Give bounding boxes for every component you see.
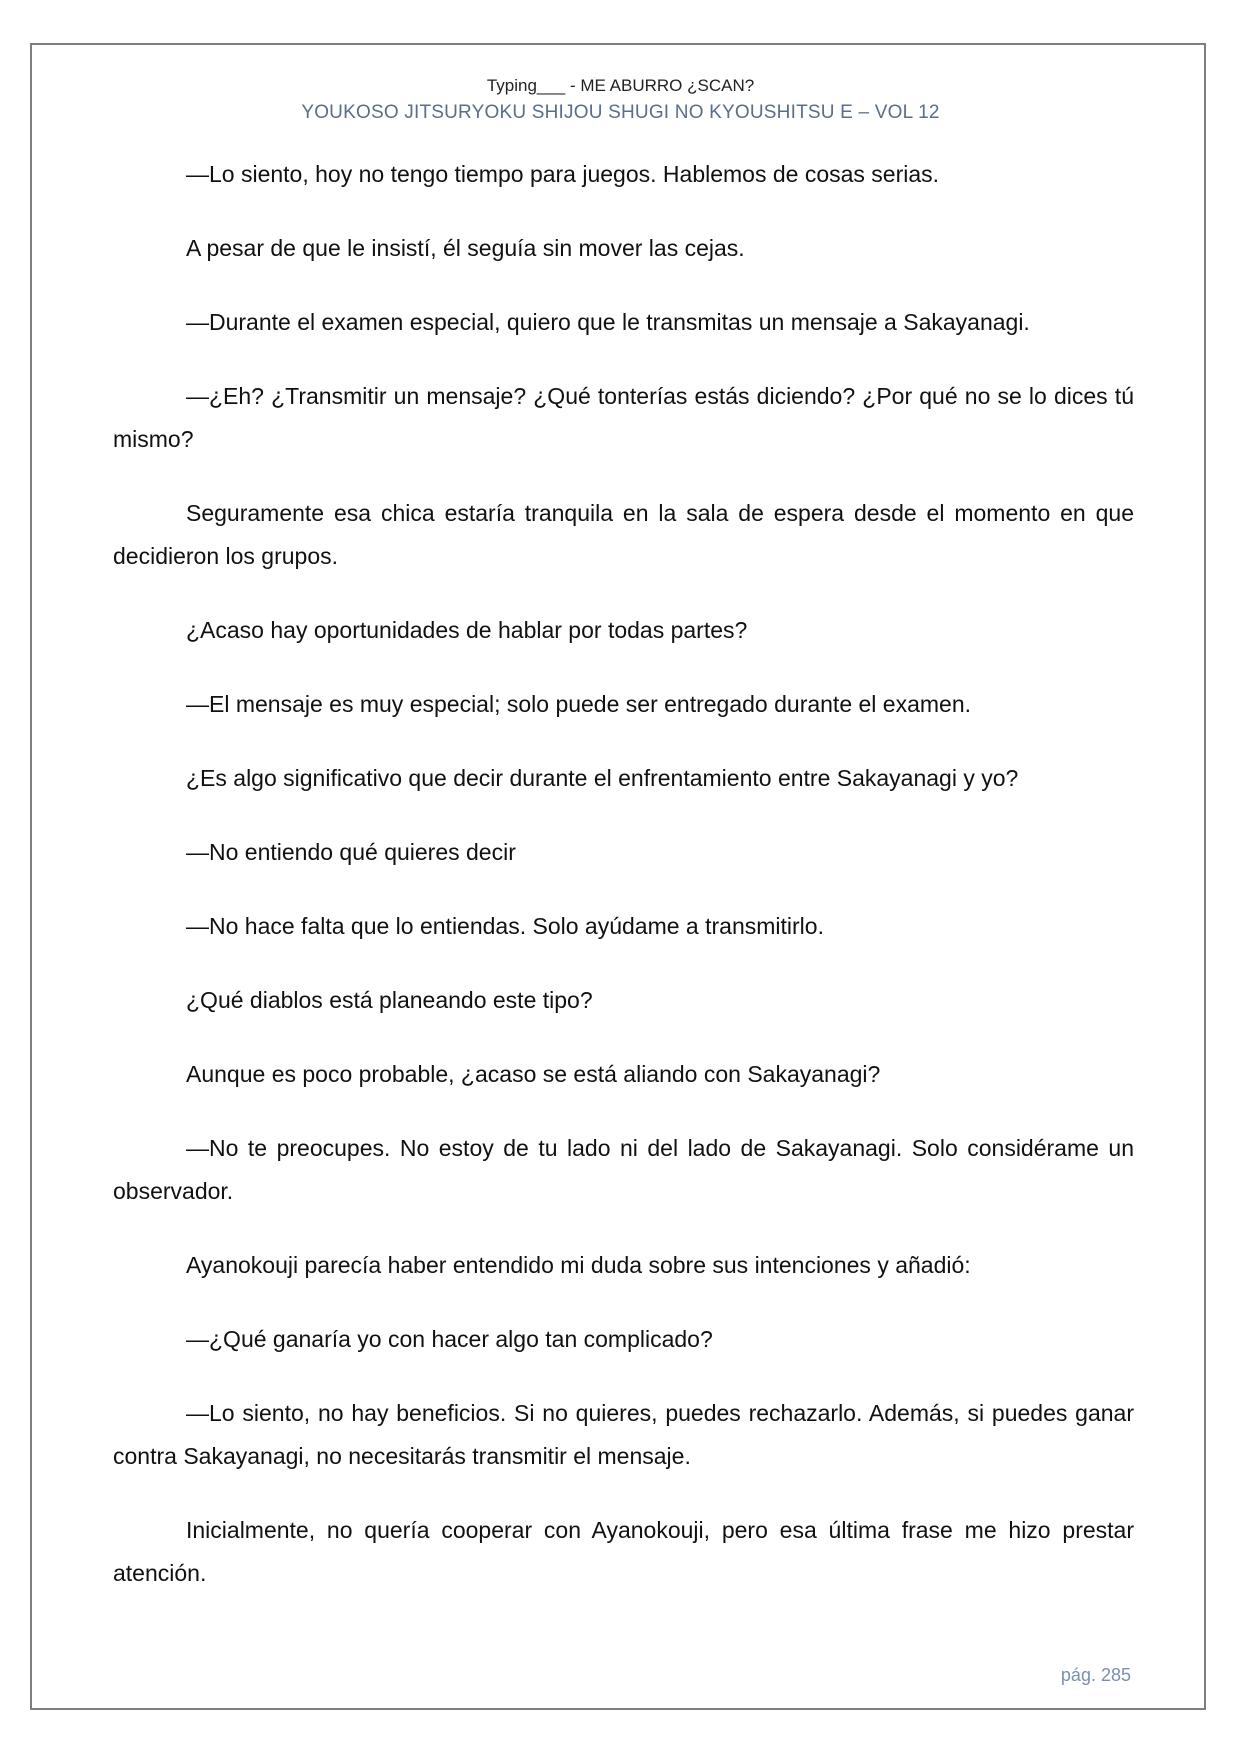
paragraph: —No te preocupes. No estoy de tu lado ni del lado de Sakayanagi. Solo considérame un observador. [113,1135,1134,1204]
paragraph: A pesar de que le insistí, él seguía sin mover las cejas. [186,235,745,261]
paragraph: Seguramente esa chica estaría tranquila en la sala de espera desde el momento en que decidieron los grupos. [113,500,1134,569]
paragraph: —¿Qué ganaría yo con hacer algo tan complicado? [186,1326,713,1352]
paragraph: —¿Eh? ¿Transmitir un mensaje? ¿Qué tonterías estás diciendo? ¿Por qué no se lo dices tú mismo? [113,383,1134,452]
paragraph: —El mensaje es muy especial; solo puede ser entregado durante el examen. [186,691,972,717]
page-number: pág. 285 [1060,1665,1131,1685]
header-scan-group: Typing___ - ME ABURRO ¿SCAN? [486,76,755,95]
paragraph: —Durante el examen especial, quiero que le transmitas un mensaje a Sakayanagi. [186,309,1030,335]
header-book-title: YOUKOSO JITSURYOKU SHIJOU SHUGI NO KYOUSHITSU E – VOL 12 [301,102,940,123]
document-body [113,153,1134,1626]
paragraph: —Lo siento, hoy no tengo tiempo para juegos. Hablemos de cosas serias. [186,161,940,187]
paragraph: Aunque es poco probable, ¿acaso se está aliando con Sakayanagi? [186,1061,881,1087]
paragraph: Ayanokouji parecía haber entendido mi duda sobre sus intenciones y añadió: [186,1252,971,1278]
paragraph: —No hace falta que lo entiendas. Solo ayúdame a transmitirlo. [186,913,824,939]
paragraph: ¿Es algo significativo que decir durante el enfrentamiento entre Sakayanagi y yo? [186,765,1019,791]
paragraph: ¿Acaso hay oportunidades de hablar por todas partes? [186,617,748,643]
paragraph: —No entiendo qué quieres decir [186,839,516,865]
paragraph: Inicialmente, no quería cooperar con Ayanokouji, pero esa última frase me hizo prestar atención. [113,1517,1134,1586]
paragraph: —Lo siento, no hay beneficios. Si no quieres, puedes rechazarlo. Además, si puedes ganar contra Sakayanagi, no necesitarás transmitir el mensaje. [113,1400,1134,1469]
paragraph: ¿Qué diablos está planeando este tipo? [186,987,593,1013]
